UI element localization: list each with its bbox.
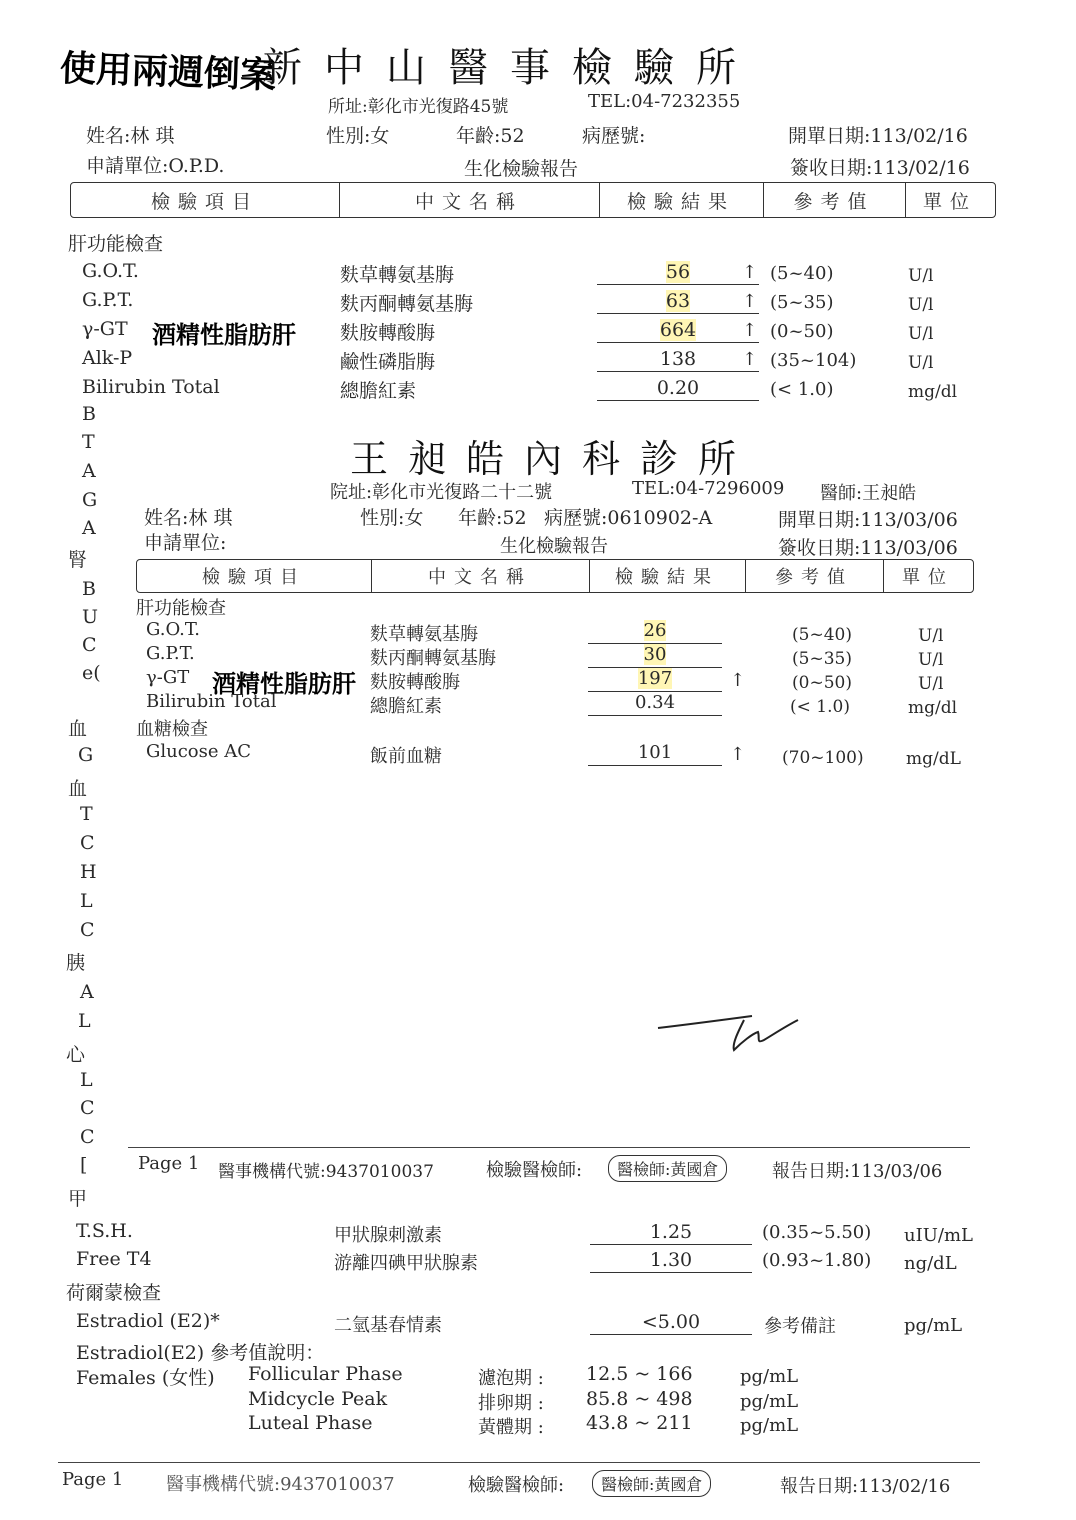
lab1-left-fragment: G <box>78 744 94 766</box>
lab2-stamp-text: 醫檢師:黃國倉 <box>608 1155 727 1182</box>
lab1-section-hormone: 荷爾蒙檢查 <box>66 1282 162 1304</box>
lab1-table-header <box>70 182 996 218</box>
lab1-left-fragment: L <box>78 1010 91 1032</box>
lab1-phase-unit: pg/mL <box>740 1415 799 1436</box>
lab1-tsh-value: 1.25 <box>590 1220 752 1245</box>
lab1-left-fragment: L <box>80 1069 93 1091</box>
lab1-estradiol-note: Estradiol(E2) 參考值說明： <box>76 1342 325 1364</box>
lab1-title: 新中山醫事檢驗所 <box>262 45 758 91</box>
lab2-header-result: 檢驗結果 <box>589 560 746 592</box>
lab2-sex: 性別:女 <box>360 507 424 529</box>
lab2-tel: TEL:04-7296009 <box>632 478 785 499</box>
lab1-left-fragment: H <box>80 861 97 883</box>
lab2-unit-request: 申請單位: <box>144 532 227 554</box>
lab2-row-name: 麩草轉氨基脢 <box>370 624 478 645</box>
lab2-header-reference: 參考值 <box>745 560 884 592</box>
lab2-header-item: 檢驗項目 <box>137 560 372 592</box>
lab2-address: 院址:彰化市光復路二十二號 <box>330 482 553 503</box>
lab1-females-label: Females (女性) <box>76 1367 215 1389</box>
lab2-row-ref: (< 1.0) <box>790 697 850 717</box>
lab1-left-fragment: C <box>80 1126 95 1148</box>
lab2-row-unit: U/l <box>918 626 944 646</box>
lab2-row-ref: (5~35) <box>792 649 852 669</box>
lab1-phase-en: Luteal Phase <box>248 1412 373 1434</box>
lab1-patient-name: 姓名:林 琪 <box>86 125 175 147</box>
lab2-footer-examiner: 檢驗醫檢師: <box>486 1160 583 1181</box>
lab1-header-unit: 單位 <box>922 190 977 213</box>
lab2-glucose-value: 101 <box>588 741 722 766</box>
lab1-row-ref: (35~104) <box>770 350 857 371</box>
lab1-open-date: 開單日期:113/02/16 <box>788 125 968 147</box>
lab1-row-unit: U/l <box>908 295 934 315</box>
lab2-row-value <box>588 643 722 668</box>
lab1-row-ref: (5~40) <box>770 263 834 284</box>
lab1-row-name: 麩丙酮轉氨基脢 <box>340 293 474 315</box>
lab2-footer-stamp <box>608 1155 727 1182</box>
lab1-row-value-text: 56 <box>665 261 691 283</box>
lab1-footer-divider <box>58 1462 980 1463</box>
lab1-row-unit: U/l <box>908 324 934 344</box>
lab1-phase-unit: pg/mL <box>740 1391 799 1412</box>
lab1-row-unit: mg/dl <box>908 382 958 402</box>
lab2-doctor: 醫師:王昶皓 <box>820 483 917 504</box>
lab2-report-title: 生化檢驗報告 <box>500 536 608 557</box>
lab1-row-ref: (< 1.0) <box>770 379 834 400</box>
lab2-row-value: 0.34 <box>588 691 722 716</box>
lab2-header-unit: 單位 <box>902 567 954 588</box>
lab1-left-fragment: T <box>80 803 93 825</box>
lab1-age: 年齡:52 <box>456 125 525 147</box>
lab2-row-name: 麩胺轉酸脢 <box>370 672 460 693</box>
lab2-footer-page: Page 1 <box>138 1153 200 1174</box>
lab1-row-flag: ↑ <box>742 291 758 312</box>
lab1-footer-examiner: 檢驗醫檢師: <box>468 1475 565 1496</box>
lab1-row-code: Bilirubin Total <box>82 376 220 398</box>
lab1-left-fragment: C <box>80 919 95 941</box>
lab2-row-name: 麩丙酮轉氨基脢 <box>370 648 496 669</box>
lab2-table-header <box>136 559 974 593</box>
lab1-left-fragment: 腎 <box>68 549 88 571</box>
lab1-left-fragment: C <box>82 634 97 656</box>
lab1-left-fragment: A <box>80 981 94 1003</box>
lab1-left-fragment: C <box>80 1097 95 1119</box>
lab1-left-fragment: C <box>80 832 95 854</box>
lab1-row-flag: ↑ <box>742 262 758 283</box>
lab1-phase-unit: pg/mL <box>740 1366 799 1387</box>
lab1-tsh-ref: (0.35~5.50) <box>762 1222 872 1243</box>
lab1-row-value: 0.20 <box>597 376 759 401</box>
lab1-ft4-name: 游離四碘甲狀腺素 <box>334 1253 478 1274</box>
lab1-row-code: G.O.T. <box>82 260 139 282</box>
lab1-record-no: 病歷號: <box>582 125 646 147</box>
handwritten-note: 使用兩週倒案 <box>59 48 277 97</box>
lab1-left-fragment: 胰 <box>66 952 86 974</box>
lab1-row-value <box>597 318 759 343</box>
lab2-glucose-flag: ↑ <box>730 744 746 765</box>
lab2-glucose-unit: mg/dL <box>906 749 961 769</box>
lab1-left-fragment: T <box>82 431 95 453</box>
lab2-row-value-text: 197 <box>637 668 673 689</box>
lab1-footer-date: 報告日期:113/02/16 <box>780 1476 951 1497</box>
lab2-row-value <box>588 667 722 692</box>
lab1-row-name: 麩胺轉酸脢 <box>340 322 436 344</box>
lab1-phase-range: 12.5 ~ 166 <box>586 1363 693 1385</box>
lab1-row-code: G.P.T. <box>82 289 134 311</box>
lab2-row-flag: ↑ <box>730 670 746 691</box>
lab2-row-unit: U/l <box>918 650 944 670</box>
lab1-estradiol-code: Estradiol (E2)* <box>76 1310 220 1332</box>
lab1-estradiol-ref: 參考備註 <box>764 1316 836 1337</box>
lab1-ft4-ref: (0.93~1.80) <box>762 1250 872 1271</box>
lab1-left-fragment: B <box>82 403 96 425</box>
lab1-tsh-name: 甲狀腺刺激素 <box>334 1225 442 1246</box>
lab2-section-glucose: 血糖檢查 <box>136 719 208 740</box>
lab1-sex: 性別:女 <box>326 125 390 147</box>
lab1-row-name: 鹼性磷脂脢 <box>340 351 436 373</box>
lab1-row-value: 138 <box>597 347 759 372</box>
lab2-row-name: 總膽紅素 <box>370 696 442 717</box>
lab1-estradiol-name: 二氫基春情素 <box>334 1315 442 1336</box>
lab1-left-fragment: 甲 <box>68 1188 88 1210</box>
lab1-phase-range: 43.8 ~ 211 <box>586 1412 693 1434</box>
lab1-row-value-text: 63 <box>665 290 691 312</box>
lab1-sign-date: 簽收日期:113/02/16 <box>790 157 970 179</box>
lab2-age: 年齡:52 <box>458 507 527 529</box>
lab1-tsh-unit: uIU/mL <box>904 1225 973 1246</box>
lab2-row-value <box>588 619 722 644</box>
lab1-report-title: 生化檢驗報告 <box>464 158 579 180</box>
lab1-header-result: 檢驗結果 <box>599 183 764 217</box>
lab1-row-unit: U/l <box>908 353 934 373</box>
lab2-glucose-ref: (70~100) <box>782 748 864 768</box>
lab2-header-zh-name: 中文名稱 <box>371 560 590 592</box>
lab1-row-code: Alk-P <box>82 347 133 369</box>
lab2-row-code: G.P.T. <box>146 643 195 664</box>
lab1-footer-page: Page 1 <box>62 1469 124 1490</box>
lab2-row-code: Bilirubin Total <box>146 691 277 712</box>
lab1-phase-en: Follicular Phase <box>248 1363 403 1385</box>
lab1-address: 所址:彰化市光復路45號 <box>328 97 509 117</box>
lab1-left-fragment: e( <box>82 662 101 684</box>
lab1-phase-zh: 排卵期 : <box>478 1393 544 1414</box>
lab1-ft4-value: 1.30 <box>590 1248 752 1273</box>
lab2-handwritten-gt-note: 酒精性脂肪肝 <box>212 670 356 698</box>
lab1-footer-stamp <box>592 1470 711 1497</box>
lab2-footer-divider <box>128 1147 970 1148</box>
lab1-left-fragment: A <box>82 517 96 539</box>
lab1-row-name: 總膽紅素 <box>340 380 417 402</box>
lab1-row-ref: (5~35) <box>770 292 834 313</box>
lab1-section-liver: 肝功能檢查 <box>68 233 164 255</box>
lab1-left-fragment: 血 <box>68 718 88 740</box>
lab1-left-fragment: [ <box>80 1154 88 1176</box>
lab1-header-item: 檢驗項目 <box>71 183 340 217</box>
lab1-ft4-code: Free T4 <box>76 1248 152 1270</box>
lab1-phase-range: 85.8 ~ 498 <box>586 1388 693 1410</box>
lab2-footer-date: 報告日期:113/03/06 <box>772 1161 943 1182</box>
lab1-row-name: 麩草轉氨基脢 <box>340 264 455 286</box>
lab2-open-date: 開單日期:113/03/06 <box>778 509 958 531</box>
lab1-header-reference: 參考值 <box>763 183 906 217</box>
lab1-header-zh-name: 中文名稱 <box>339 183 600 217</box>
lab2-glucose-name: 飯前血糖 <box>370 746 442 767</box>
lab1-row-ref: (0~50) <box>770 321 834 342</box>
lab1-row-value <box>597 289 759 314</box>
lab2-sign-date: 簽收日期:113/03/06 <box>778 537 958 559</box>
lab1-tsh-code: T.S.H. <box>76 1220 133 1242</box>
lab1-tel: TEL:04-7232355 <box>588 91 741 112</box>
lab1-left-fragment: B <box>82 578 96 600</box>
lab2-footer-code: 醫事機構代號:9437010037 <box>218 1162 434 1182</box>
lab1-phase-zh: 黃體期 : <box>478 1417 544 1438</box>
lab1-row-value-text: 664 <box>659 319 697 341</box>
lab2-patient-name: 姓名:林 琪 <box>144 507 233 529</box>
lab2-row-unit: U/l <box>918 674 944 694</box>
lab1-left-fragment: 心 <box>66 1044 86 1066</box>
lab1-row-flag: ↑ <box>742 349 758 370</box>
lab1-left-fragment: A <box>82 460 96 482</box>
lab2-section-liver: 肝功能檢查 <box>136 598 226 619</box>
lab2-glucose-code: Glucose AC <box>146 741 252 762</box>
lab1-row-code: γ-GT <box>82 318 128 340</box>
lab1-left-fragment: 血 <box>68 778 88 800</box>
lab1-ft4-unit: ng/dL <box>904 1253 957 1274</box>
lab2-row-unit: mg/dl <box>908 698 958 718</box>
lab1-handwritten-gt-note: 酒精性脂肪肝 <box>152 321 296 349</box>
lab2-title: 王昶皓內科診所 <box>350 437 757 481</box>
lab1-footer-code: 醫事機構代號:9437010037 <box>166 1474 395 1495</box>
lab1-unit-request: 申請單位:O.P.D. <box>86 155 225 177</box>
lab1-left-fragment: U <box>82 606 99 628</box>
lab1-row-unit: U/l <box>908 266 934 286</box>
lab2-row-code: G.O.T. <box>146 619 200 640</box>
lab1-phase-zh: 濾泡期 : <box>478 1368 544 1389</box>
lab1-left-fragment: L <box>80 890 93 912</box>
lab2-record-no: 病歷號:0610902-A <box>544 507 713 529</box>
lab2-row-ref: (0~50) <box>792 673 852 693</box>
lab2-row-code: γ-GT <box>146 667 190 688</box>
lab1-row-flag: ↑ <box>742 320 758 341</box>
lab1-left-fragment: G <box>82 489 98 511</box>
signature-scribble <box>652 1004 812 1064</box>
lab2-row-value-text: 26 <box>643 620 667 641</box>
lab1-stamp-text: 醫檢師:黃國倉 <box>592 1470 711 1497</box>
lab1-phase-en: Midcycle Peak <box>248 1388 388 1410</box>
lab2-row-value-text: 30 <box>643 644 667 665</box>
lab1-row-value <box>597 260 759 285</box>
lab1-estradiol-unit: pg/mL <box>904 1315 963 1336</box>
lab1-estradiol-value: <5.00 <box>590 1310 752 1335</box>
lab2-row-ref: (5~40) <box>792 625 852 645</box>
